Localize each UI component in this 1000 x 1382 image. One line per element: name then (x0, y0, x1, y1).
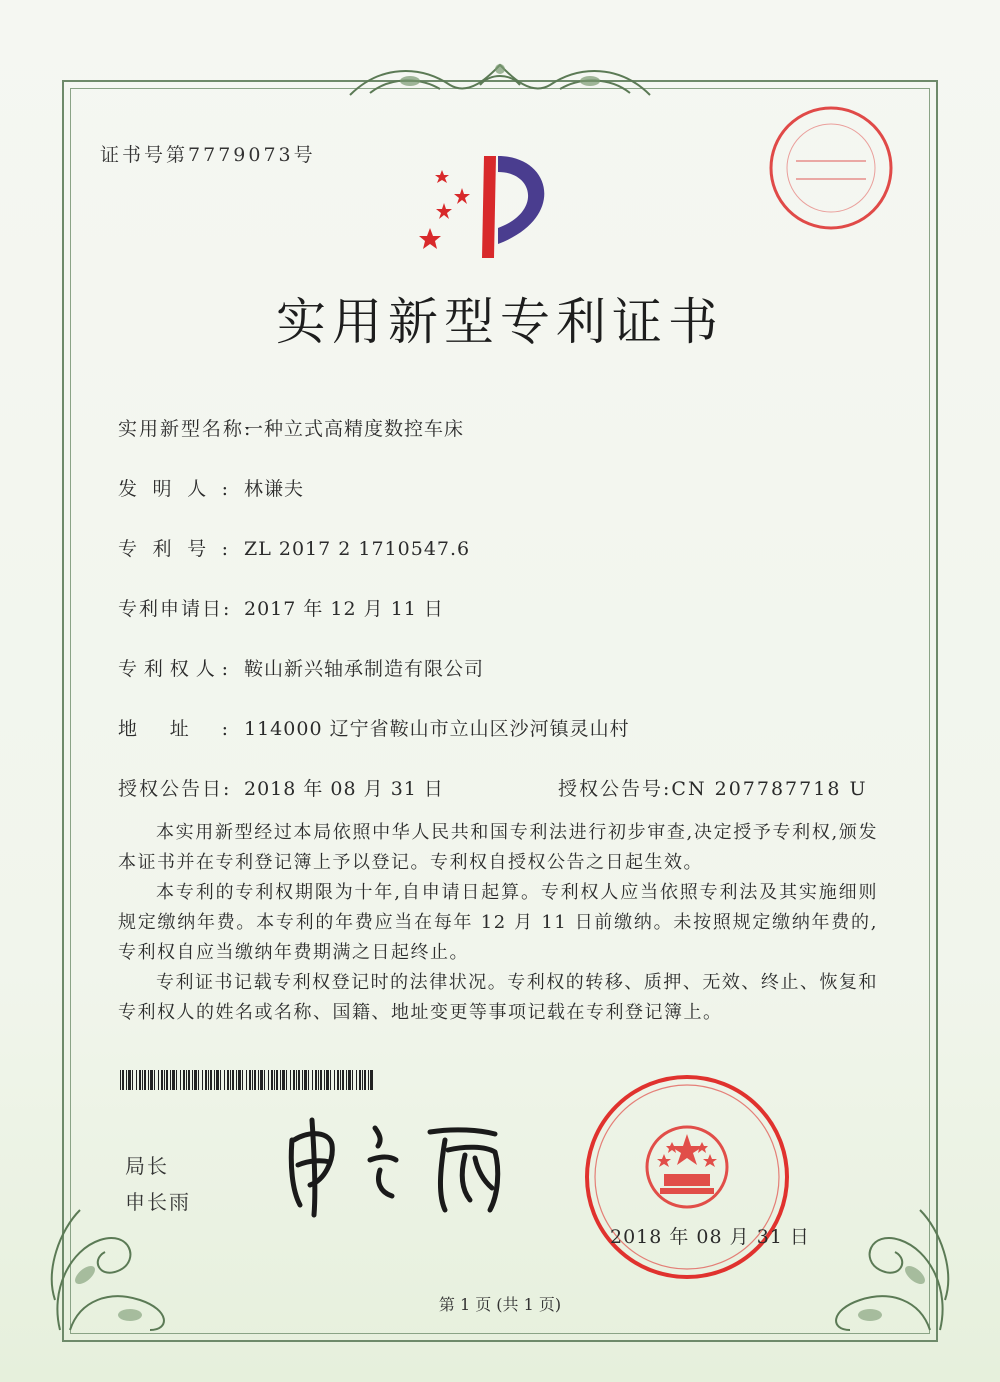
barcode-bar (254, 1070, 256, 1090)
barcode-bar (220, 1070, 221, 1090)
field-label-pub-no: 授权公告号: (558, 778, 672, 800)
barcode-bar (290, 1070, 291, 1090)
barcode-bar (183, 1070, 185, 1090)
barcode-bar (172, 1070, 175, 1090)
certificate-number-label: 证书号第 (100, 144, 189, 166)
field-value-apply-date: 2017 年 12 月 11 日 (244, 598, 444, 620)
barcode-bar (192, 1070, 193, 1090)
barcode-bar (315, 1070, 317, 1090)
barcode-bar (308, 1070, 309, 1090)
tax-stamp-seal (766, 103, 896, 233)
barcode (120, 1070, 374, 1090)
certificate-number (100, 140, 316, 167)
barcode-bar (364, 1070, 366, 1090)
barcode-bar (318, 1070, 319, 1090)
field-label-inventor: 发明人: (118, 478, 230, 500)
field-value-name: 一种立式高精度数控车床 (244, 418, 465, 440)
barcode-bar (214, 1070, 215, 1090)
paragraph-1: 本实用新型经过本局依照中华人民共和国专利法进行初步审查,决定授予专利权,颁发本证书并在专利登记簿上予以登记。专利权自授权公告之日起生效。 (118, 822, 878, 873)
barcode-bar (120, 1070, 121, 1090)
field-row-apply-date (118, 594, 444, 621)
barcode-bar (232, 1070, 234, 1090)
barcode-bar (236, 1070, 237, 1090)
barcode-bar (276, 1070, 278, 1090)
certificate-title: 实用新型专利证书 (276, 293, 724, 351)
barcode-bar (170, 1070, 171, 1090)
barcode-bar (260, 1070, 263, 1090)
director-name: 申长雨 (125, 1190, 191, 1214)
barcode-bar (352, 1070, 353, 1090)
barcode-bar (136, 1070, 137, 1090)
barcode-bar (176, 1070, 177, 1090)
director-title: 局长 (125, 1154, 169, 1178)
paragraph-3: 专利证书记载专利权登记时的法律状况。专利权的转移、质押、无效、终止、恢复和专利权人的姓名或名称、国籍、地址变更等事项记载在专利登记簿上。 (118, 972, 878, 1023)
barcode-bar (340, 1070, 341, 1090)
barcode-bar (186, 1070, 187, 1090)
barcode-bar (304, 1070, 307, 1090)
field-label-name: 实用新型名称: (118, 418, 253, 440)
field-value-inventor: 林谦夫 (244, 478, 305, 500)
barcode-bar (194, 1070, 197, 1090)
field-row-address (118, 714, 630, 741)
barcode-bar (246, 1070, 247, 1090)
sipo-emblem-icon (412, 148, 572, 266)
barcode-bar (359, 1070, 361, 1090)
field-label-pub-date: 授权公告日: (118, 778, 232, 800)
barcode-bar (180, 1070, 181, 1090)
barcode-bar (280, 1070, 281, 1090)
barcode-bar (258, 1070, 259, 1090)
field-value-address: 114000 辽宁省鞍山市立山区沙河镇灵山村 (244, 718, 630, 740)
barcode-bar (249, 1070, 251, 1090)
barcode-bar (198, 1070, 199, 1090)
top-ornament (340, 55, 660, 105)
national-ip-seal (582, 1072, 792, 1282)
barcode-bar (274, 1070, 275, 1090)
barcode-bar (158, 1070, 159, 1090)
field-row-pub-no (558, 774, 867, 801)
barcode-bar (298, 1070, 300, 1090)
field-value-pub-no: CN 207787718 U (671, 778, 868, 800)
barcode-bar (216, 1070, 219, 1090)
barcode-bar (242, 1070, 243, 1090)
barcode-bar (230, 1070, 231, 1090)
seal-date: 2018 年 08 月 31 日 (610, 1226, 810, 1248)
page-number: 第 1 页 (共 1 页) (438, 1295, 562, 1314)
barcode-bar (286, 1070, 287, 1090)
barcode-bar (122, 1070, 124, 1090)
field-label-apply-date: 专利申请日: (118, 598, 232, 620)
barcode-bar (202, 1070, 203, 1090)
barcode-bar (205, 1070, 207, 1090)
field-value-holder: 鞍山新兴轴承制造有限公司 (244, 658, 485, 680)
barcode-bar (166, 1070, 168, 1090)
barcode-bar (210, 1070, 212, 1090)
field-row-patent-no (118, 534, 470, 561)
barcode-bar (154, 1070, 155, 1090)
field-value-pub-date: 2018 年 08 月 31 日 (244, 778, 444, 800)
barcode-bar (164, 1070, 165, 1090)
barcode-bar (252, 1070, 253, 1090)
barcode-bar (271, 1070, 273, 1090)
barcode-bar (148, 1070, 149, 1090)
barcode-bar (368, 1070, 369, 1090)
barcode-bar (346, 1070, 347, 1090)
certificate-number-value: 7779073 (188, 144, 294, 166)
barcode-bar (337, 1070, 339, 1090)
barcode-bar (293, 1070, 295, 1090)
barcode-bar (326, 1070, 329, 1090)
barcode-bar (342, 1070, 344, 1090)
barcode-bar (268, 1070, 269, 1090)
certificate-number-suffix: 号 (293, 144, 316, 166)
barcode-bar (296, 1070, 297, 1090)
barcode-bar (128, 1070, 131, 1090)
barcode-bar (150, 1070, 153, 1090)
field-label-holder: 专利权人: (118, 658, 230, 680)
barcode-bar (132, 1070, 133, 1090)
barcode-bar (126, 1070, 127, 1090)
barcode-bar (348, 1070, 351, 1090)
barcode-bar (362, 1070, 363, 1090)
barcode-bar (302, 1070, 303, 1090)
barcode-bar (144, 1070, 146, 1090)
barcode-bar (312, 1070, 313, 1090)
barcode-bar (142, 1070, 143, 1090)
barcode-bar (208, 1070, 209, 1090)
barcode-bar (224, 1070, 225, 1090)
barcode-bar (139, 1070, 141, 1090)
barcode-bar (161, 1070, 163, 1090)
paragraph-2: 本专利的专利权期限为十年,自申请日起算。专利权人应当依照专利法及其实施细则规定缴纳年费。本专利的年费应当在每年 12 月 11 日前缴纳。未按照规定缴纳年费的,专利权自应当缴纳年费期满之日起终止。 (118, 882, 878, 963)
barcode-bar (188, 1070, 190, 1090)
barcode-bar (330, 1070, 331, 1090)
director-signature (280, 1110, 520, 1220)
field-row-inventor (118, 474, 304, 501)
barcode-bar (282, 1070, 285, 1090)
barcode-bar (238, 1070, 241, 1090)
barcode-bar (370, 1070, 373, 1090)
barcode-bar (227, 1070, 229, 1090)
field-label-address: 地址: (118, 718, 230, 740)
field-row-name (118, 414, 464, 441)
barcode-bar (324, 1070, 325, 1090)
barcode-bar (334, 1070, 335, 1090)
field-value-patent-no: ZL 2017 2 1710547.6 (244, 538, 471, 560)
barcode-bar (264, 1070, 265, 1090)
barcode-bar (320, 1070, 322, 1090)
barcode-bar (356, 1070, 357, 1090)
field-row-pub-date (118, 774, 444, 801)
field-label-patent-no: 专利号: (118, 538, 230, 560)
field-row-holder (118, 654, 484, 681)
bottom-right-ornament (810, 1180, 960, 1340)
